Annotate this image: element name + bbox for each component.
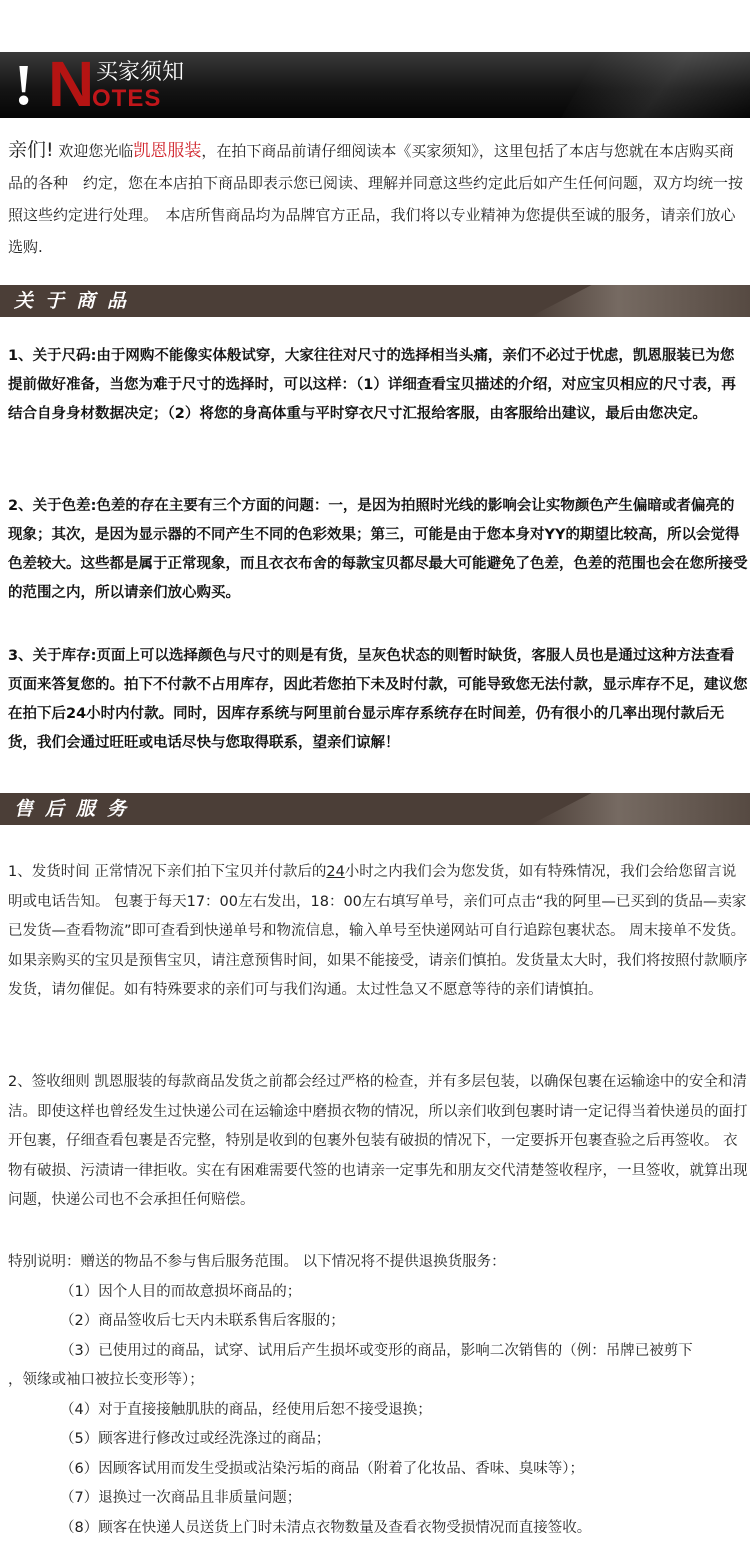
product-item-size: 1、关于尺码:由于网购不能像实体般试穿，大家往往对尺寸的选择相当头痛，亲们不必过于忧虑，凯恩服装已为您提前做好准备，当您为难于尺寸的选择时，可以这样：（1）详细查看宝贝描述的介绍，对应宝贝相应的尺寸表，再结合自身身材数据决定；（2）将您的身高体重与平时穿衣尺寸汇报给客服，由客服给出建议，最后由您决定。 <box>8 348 736 422</box>
condition-item: （2）商品签收后七天内未联系售后客服的； <box>60 1313 345 1329</box>
brand-name: 凯恩服装 <box>133 141 202 161</box>
notes-banner <box>0 52 750 118</box>
banner-stripe <box>561 52 750 118</box>
aftersales-item-shipping <box>8 858 748 1006</box>
section-header-aftersales <box>0 793 750 825</box>
section-header-products <box>0 285 750 317</box>
aftersales-item-signing: 2、签收细则 凯恩服装的每款商品发货之前都会经过严格的检查，并有多层包装，以确保包裹在运输途中的安全和清洁。即使这样也曾经发生过快递公司在运输途中磨损衣物的情况，所以亲们收到包裹时请一定记得当着快递员的面打开包裹，仔细查看包裹是否完整，特别是收到的包裹外包装有破损的情况下，一定要拆开包裹查验之后再签收。 衣物有破损、污渍请一律拒收。实在有困难需要代签的也请亲一定事先和朋友交代清楚签收程序，一旦签收，就算出现问题，快递公司也不会承担任何赔偿。 <box>8 1074 748 1208</box>
shipping-hours: 24 <box>326 864 345 880</box>
banner-title: 买家须知 <box>96 60 185 85</box>
condition-item-continuation: ，领缘或袖口被拉长变形等）； <box>8 1372 204 1388</box>
banner-letter-n: N <box>48 52 95 118</box>
section-bar-stripe <box>530 285 750 317</box>
shipping-text-pre: 1、发货时间 正常情况下亲们拍下宝贝并付款后的 <box>8 864 327 880</box>
intro-text: ，在拍下商品前请仔细阅读本《买家须知》，这里包括了本店与您就在本店购买商品的各种 约定，您在本店拍下商品即表示您已阅读、理解并同意这些约定此后如产生任何问题，双方均统一按照这些约定进行处理。 本店所售商品均为品牌官方正品，我们将以专业精神为您提供至诚的服务，请亲们放心选购. <box>8 142 744 256</box>
banner-otes: OTES <box>92 85 162 112</box>
condition-item: （1）因个人目的而故意损坏商品的； <box>60 1283 302 1300</box>
exclamation-icon: ! <box>14 52 34 117</box>
special-note-block <box>8 1248 748 1543</box>
intro-greeting: 亲们! <box>8 139 54 161</box>
product-item-stock: 3、关于库存:页面上可以选择颜色与尺寸的则是有货，呈灰色状态的则暂时缺货，客服人员也是通过这种方法查看页面来答复您的。拍下不付款不占用库存，因此若您拍下未及时付款，可能导致您无法付款，显示库存不足，建议您在拍下后24小时内付款。同时，因库存系统与阿里前台显示库存系统存在时间差，仍有很小的几率出现付款后无货，我们会通过旺旺或电话尽快与您取得联系，望亲们谅解！ <box>8 648 748 751</box>
condition-item: （5）顾客进行修改过或经洗涤过的商品； <box>60 1431 331 1447</box>
section-title: 售后服务 <box>14 798 139 820</box>
condition-item: （3）已使用过的商品，试穿、试用后产生损坏或变形的商品，影响二次销售的（例：吊牌已被剪下 <box>60 1342 693 1359</box>
condition-item: （4）对于直接接触肌肤的商品，经使用后恕不接受退换； <box>60 1401 432 1418</box>
intro-welcome: 欢迎您光临 <box>58 142 134 160</box>
condition-item: （7）退换过一次商品且非质量问题； <box>60 1490 302 1506</box>
product-item-color: 2、关于色差:色差的存在主要有三个方面的问题：一，是因为拍照时光线的影响会让实物颜色产生偏暗或者偏亮的现象；其次，是因为显示器的不同产生不同的色彩效果；第三，可能是由于您本身对YY的期望比较高，所以会觉得色差较大。这些都是属于正常现象，而且衣衣布舍的每款宝贝都尽最大可能避免了色差，色差的范围也会在您所接受的范围之内，所以请亲们放心购买。 <box>8 498 748 601</box>
special-note: 特别说明：赠送的物品不参与售后服务范围。 以下情况将不提供退换货服务： <box>8 1254 506 1270</box>
condition-item: （8）顾客在快递人员送货上门时未清点衣物数量及查看衣物受损情况而直接签收。 <box>60 1519 592 1536</box>
section-title: 关于商品 <box>14 290 139 312</box>
section-bar-stripe <box>530 793 750 825</box>
intro-paragraph <box>8 134 746 263</box>
condition-item: （6）因顾客试用而发生受损或沾染污垢的商品（附着了化妆品、香味、臭味等）； <box>60 1460 584 1477</box>
shipping-text-post: 小时之内我们会为您发货，如有特殊情况，我们会给您留言说明或电话告知。 包裹于每天17：00左右发出，18：00左右填写单号，亲们可点击“我的阿里—已买到的货品—卖家已发货—查看物流”即可查看到快递单号和物流信息，输入单号至快递网站可自行追踪包裹状态。 周末接单不发货。 如果亲购买的宝贝是预售宝贝，请注意预售时间，如果不能接受，请亲们慎拍。发货量太大时，我们将按照付款顺序发货，请勿催促。如有特殊要求的亲们可与我们沟通。太过性急又不愿意等待的亲们请慎拍。 <box>8 864 748 998</box>
